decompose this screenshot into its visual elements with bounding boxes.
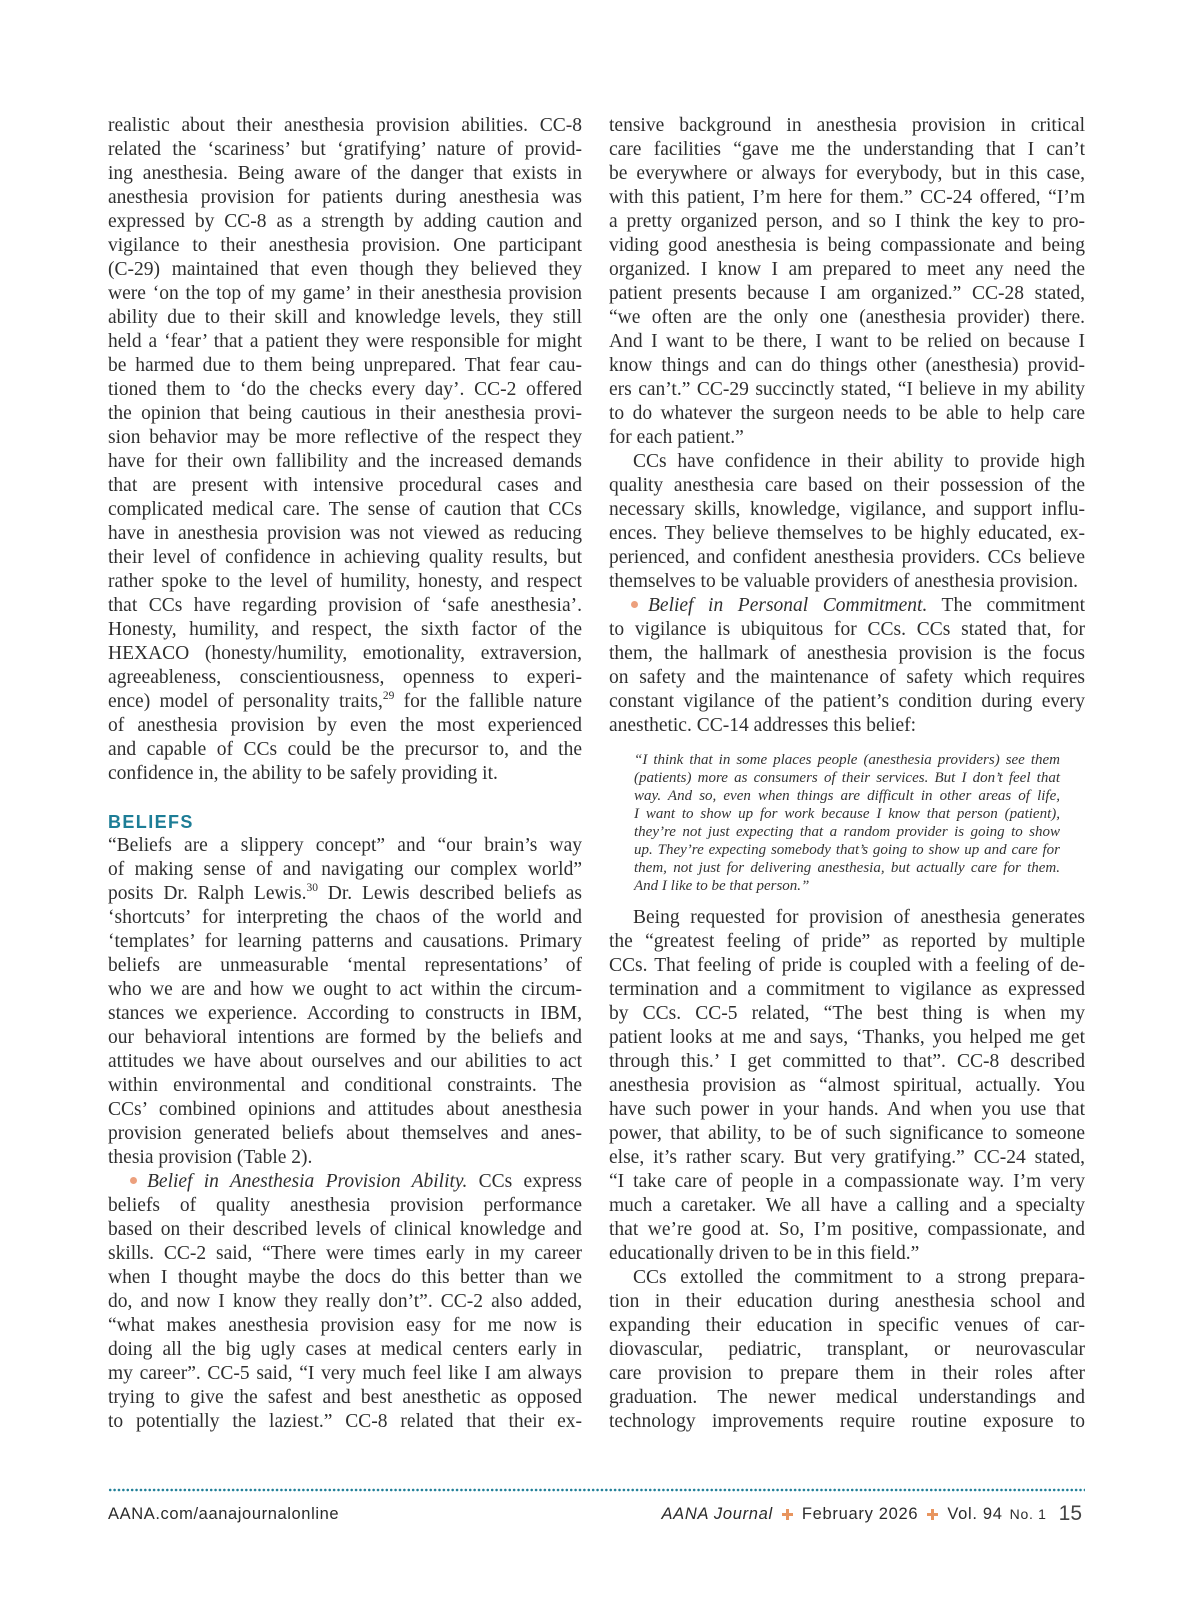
paragraph (108, 834, 582, 1170)
text-line: (C-29) maintained that even though they believed they (108, 259, 582, 280)
text-line: have such power in your hands. And when you use that (609, 1099, 1085, 1120)
page-number: 15 (1058, 1502, 1082, 1525)
text-segment: Dr. Lewis described beliefs as (317, 883, 583, 904)
text-line: necessary skills, knowledge, vigilance, and support influ- (609, 499, 1085, 520)
text-line: And I like to be that person.” (634, 878, 810, 894)
text-segment: CCs express (467, 1171, 582, 1192)
text-line: the opinion that being cautious in their anesthesia provi- (108, 403, 582, 424)
text-line: on safety and the maintenance of safety which requires (609, 667, 1085, 688)
text-line: my career”. CC-5 said, “I very much feel like I am always (108, 1363, 582, 1384)
text-line: diovascular, pediatric, transplant, or neurovascular (609, 1339, 1085, 1360)
text-line: skills. CC-2 said, “There were times early in my career (108, 1243, 582, 1264)
journal-name: AANA Journal (661, 1504, 773, 1523)
text-line: ing anesthesia. Being aware of the danger that exists in (108, 163, 582, 184)
plus-separator-icon (782, 1509, 793, 1520)
text-line: perienced, and confident anesthesia providers. CCs believe (609, 547, 1085, 568)
text-line: quality anesthesia care based on their possession of the (609, 475, 1085, 496)
text-line: to do whatever the surgeon needs to be able to help care (609, 403, 1085, 424)
paragraph (609, 1266, 1085, 1434)
text-line: complicated medical care. The sense of caution that CCs (108, 499, 582, 520)
issue-number: No. 1 (1009, 1506, 1047, 1522)
text-line: “what makes anesthesia provision easy for me now is (108, 1315, 582, 1336)
text-line: of anesthesia provision by even the most experienced (108, 715, 582, 736)
bullet-lead-in: Belief in Anesthesia Provision Ability. (147, 1171, 468, 1192)
text-line: tion in their education during anesthesia school and (609, 1291, 1085, 1312)
text-line: agreeableness, conscientiousness, openness to experi- (108, 667, 582, 688)
text-line: related the ‘scariness’ but ‘gratifying’ nature of provid- (108, 139, 582, 160)
text-line (108, 690, 582, 714)
text-line: Honesty, humility, and respect, the sixth factor of the (108, 619, 582, 640)
text-line: beliefs of quality anesthesia provision performance (108, 1195, 582, 1216)
text-line: based on their described levels of clinical knowledge and (108, 1219, 582, 1240)
text-line: ability due to their skill and knowledge levels, they still (108, 307, 582, 328)
reference-superscript: 29 (382, 690, 395, 702)
text-line: for each patient.” (609, 427, 744, 448)
paragraph (609, 594, 1085, 738)
text-line: anesthesia provision for patients during anesthesia was (108, 187, 582, 208)
footer-right (661, 1502, 1082, 1526)
text-line: termination and a commitment to vigilance as expressed (609, 979, 1085, 1000)
text-line: anesthesia provision as “almost spiritual, actually. You (609, 1075, 1085, 1096)
text-line: doing all the big ugly cases at medical centers early in (108, 1339, 582, 1360)
text-line: who we are and how we ought to act within the circum- (108, 979, 582, 1000)
text-line: HEXACO (honesty/humility, emotionality, extraversion, (108, 643, 582, 664)
text-line: CCs have confidence in their ability to provide high (633, 451, 1085, 472)
text-line: their level of confidence in achieving quality results, but (108, 547, 582, 568)
text-line: were ‘on the top of my game’ in their anesthesia provision (108, 283, 582, 304)
text-line: of making sense of and navigating our complex world” (108, 859, 582, 880)
text-line: (patients) more as consumers of their services. But I don’t feel that (634, 770, 1060, 786)
text-line: expanding their education in specific venues of car- (609, 1315, 1085, 1336)
text-line: much a caretaker. We all have a calling and a specialty (609, 1195, 1085, 1216)
text-line: they’re not just expecting that a random provider is going to show (634, 824, 1060, 840)
footer-dotted-rule (108, 1488, 1085, 1492)
text-line: vigilance to their anesthesia provision. One participant (108, 235, 582, 256)
text-line: rather spoke to the level of humility, honesty, and respect (108, 571, 582, 592)
bullet-icon (130, 1177, 137, 1184)
text-line: organized. I know I am prepared to meet any need the (609, 259, 1085, 280)
text-line: them, the hallmark of anesthesia provision is the focus (609, 643, 1085, 664)
text-line: way. And so, even when things are difficult in other areas of life, (634, 788, 1060, 804)
text-line: attitudes we have about ourselves and our abilities to act (108, 1051, 582, 1072)
footer-left (108, 1502, 339, 1526)
text-line: patient presents because I am organized.” CC-28 stated, (609, 283, 1085, 304)
text-line: thesia provision (Table 2). (108, 1147, 313, 1168)
text-line: ‘templates’ for learning patterns and causations. Primary (108, 931, 582, 952)
right-column (609, 114, 1085, 1434)
text-line (108, 1170, 582, 1194)
text-line: the “greatest feeling of pride” as reported by multiple (609, 931, 1085, 952)
text-line: ‘shortcuts’ for interpreting the chaos of the world and (108, 907, 582, 928)
text-line: “we often are the only one (anesthesia provider) there. (609, 307, 1085, 328)
text-line: realistic about their anesthesia provision abilities. CC-8 (108, 115, 582, 136)
text-segment: posits Dr. Ralph Lewis. (108, 883, 307, 904)
paragraph (108, 1170, 582, 1434)
text-line: have for their own fallibility and the increased demands (108, 451, 582, 472)
text-line: held a ‘fear’ that a patient they were responsible for might (108, 331, 582, 352)
paragraph (609, 906, 1085, 1266)
text-line: ers can’t.” CC-29 succinctly stated, “I believe in my ability (609, 379, 1085, 400)
text-line: do, and now I know they really don’t”. CC-2 also added, (108, 1291, 582, 1312)
text-line: have in anesthesia provision was not viewed as reducing (108, 523, 582, 544)
text-line: through this.’ I get committed to that”. CC-8 described (609, 1051, 1085, 1072)
text-line: graduation. The newer medical understandings and (609, 1387, 1085, 1408)
text-line: CCs. That feeling of pride is coupled with a feeling of de- (609, 955, 1085, 976)
text-line (609, 594, 1085, 618)
text-line: I want to show up for work because I know that person (patient), (634, 806, 1060, 822)
block-quote (634, 751, 1060, 895)
text-line: when I thought maybe the docs do this better than we (108, 1267, 582, 1288)
text-line: by CCs. CC-5 related, “The best thing is when my (609, 1003, 1085, 1024)
text-line: expressed by CC-8 as a strength by adding caution and (108, 211, 582, 232)
paragraph (609, 450, 1085, 594)
text-line: that are present with intensive procedural cases and (108, 475, 582, 496)
text-line: educationally driven to be in this field.” (609, 1243, 920, 1264)
text-line: CCs extolled the commitment to a strong prepara- (633, 1267, 1085, 1288)
text-line: with this patient, I’m here for them.” CC-24 offered, “I’m (609, 187, 1085, 208)
text-line: CCs’ combined opinions and attitudes about anesthesia (108, 1099, 582, 1120)
text-line: them, not just for delivering anesthesia, but actually care for them. (634, 860, 1060, 876)
text-line: “Beliefs are a slippery concept” and “our brain’s way (108, 835, 582, 856)
text-line: And I want to be there, I want to be relied on because I (609, 331, 1085, 352)
text-line: know things and can do things other (anesthesia) provid- (609, 355, 1085, 376)
text-line: trying to give the safest and best anesthetic as opposed (108, 1387, 582, 1408)
text-line: to potentially the laziest.” CC-8 related that their ex- (108, 1411, 582, 1432)
bullet-lead-in: Belief in Personal Commitment. (648, 595, 928, 616)
text-line: sion behavior may be more reflective of the respect they (108, 427, 582, 448)
text-line: confidence in, the ability to be safely providing it. (108, 763, 498, 784)
issue-date: February 2026 (801, 1504, 919, 1523)
text-line: power, that ability, to be of such significance to someone (609, 1123, 1085, 1144)
text-line: else, it’s rather scary. But very gratifying.” CC-24 stated, (609, 1147, 1085, 1168)
text-line: patient looks at me and says, ‘Thanks, you helped me get (609, 1027, 1085, 1048)
volume-number: Vol. 94 (947, 1504, 1003, 1523)
left-column (108, 114, 582, 1434)
text-line: viding good anesthesia is being compassionate and being (609, 235, 1085, 256)
text-line: themselves to be valuable providers of anesthesia provision. (609, 571, 1078, 592)
bullet-icon (631, 601, 638, 608)
text-line: care facilities “gave me the understanding that I can’t (609, 139, 1085, 160)
text-line: up. They’re expecting somebody that’s going to show up and care for (634, 842, 1060, 858)
plus-separator-icon (927, 1509, 938, 1520)
text-line: tensive background in anesthesia provision in critical (609, 115, 1085, 136)
text-line: our behavioral intentions are formed by the beliefs and (108, 1027, 582, 1048)
paragraph (108, 114, 582, 786)
text-line: stances we experience. According to constructs in IBM, (108, 1003, 582, 1024)
text-line: to vigilance is ubiquitous for CCs. CCs stated that, for (609, 619, 1085, 640)
section-heading: BELIEFS (108, 812, 194, 832)
text-segment: for the fallible nature (394, 691, 582, 712)
text-line: be harmed due to them being unprepared. That fear cau- (108, 355, 582, 376)
text-line: ences. They believe themselves to be highly educated, ex- (609, 523, 1085, 544)
text-line: “I take care of people in a compassionate way. I’m very (609, 1171, 1085, 1192)
text-line: within environmental and conditional constraints. The (108, 1075, 582, 1096)
text-line: and capable of CCs could be the precursor to, and the (108, 739, 582, 760)
text-line: technology improvements require routine exposure to (609, 1411, 1085, 1432)
text-line: Being requested for provision of anesthesia generates (633, 907, 1085, 928)
text-line: tioned them to ‘do the checks every day’. CC-2 offered (108, 379, 582, 400)
text-segment: ence) model of personality traits, (108, 691, 383, 712)
text-line: that CCs have regarding provision of ‘safe anesthesia’. (108, 595, 582, 616)
reference-superscript: 30 (306, 882, 318, 894)
text-line: that we’re good at. So, I’m positive, compassionate, and (609, 1219, 1085, 1240)
journal-url-link[interactable]: AANA.com/aanajournalonline (108, 1504, 340, 1523)
text-line: a pretty organized person, and so I think the key to pro- (609, 211, 1085, 232)
text-line: “I think that in some places people (anesthesia providers) see them (634, 752, 1060, 768)
text-line: provision generated beliefs about themselves and anes- (108, 1123, 582, 1144)
text-segment: The commitment (927, 595, 1086, 616)
text-line: anesthetic. CC-14 addresses this belief: (609, 715, 917, 736)
text-line: care provision to prepare them in their roles after (609, 1363, 1085, 1384)
text-line (108, 882, 582, 906)
text-line: be everywhere or always for everybody, but in this case, (609, 163, 1085, 184)
text-line: beliefs are unmeasurable ‘mental representations’ of (108, 955, 582, 976)
text-line: constant vigilance of the patient’s condition during every (609, 691, 1085, 712)
paragraph (609, 114, 1085, 450)
